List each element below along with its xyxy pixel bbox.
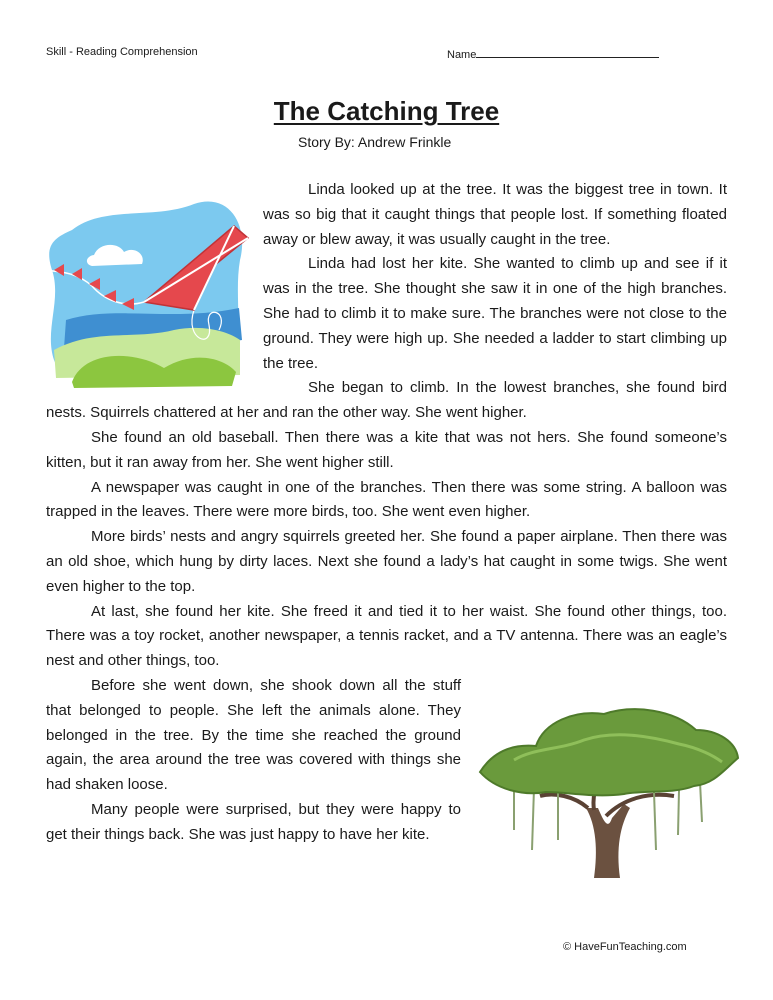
name-field[interactable]: [447, 46, 659, 61]
paragraph-9: Many people were surprised, but they were happy to get their things back. She was just happy to have her kite.: [46, 800, 461, 843]
paragraph-2: Linda had lost her kite. She wanted to climb up and see if it was in the tree. She thought she saw it in one of the high branches. She had to climb it to make sure. The branches were not close to the ground. They were high up. She needed a ladder to start climbing up the tree.: [263, 255, 727, 372]
tree-illustration-spacer: [467, 678, 727, 856]
paragraph-5: A newspaper was caught in one of the branches. Then there was some string. A balloon was trapped in the leaves. There were more birds, too. She went even higher.: [46, 478, 727, 521]
paragraph-7: At last, she found her kite. She freed it and tied it to her waist. She found other things, too. There was a toy rocket, another newspaper, a tennis racket, and a TV antenna. There was an eagle’s nest and other things, too.: [46, 602, 727, 670]
story-title: [0, 96, 773, 127]
paragraph-4: She found an old baseball. Then there was a kite that was not hers. She found someone’s kitten, but it ran away from her. She went higher still.: [46, 428, 727, 471]
kite-illustration-spacer: [46, 178, 263, 400]
name-label: Name: [447, 49, 477, 61]
skill-label: Skill - Reading Comprehension: [46, 46, 198, 58]
copyright-notice: © HaveFunTeaching.com: [563, 941, 687, 953]
paragraph-6: More birds’ nests and angry squirrels greeted her. She found a paper airplane. Then there was an old shoe, which hung by dirty laces. Next she found a lady’s hat caught in some twigs. She went even higher to the top.: [46, 528, 727, 595]
paragraph-8: Before she went down, she shook down all the stuff that belonged to people. She left the animals alone. They belonged in the tree. By the time she reached the ground again, the area around the tree was covered with things she had shaken loose.: [46, 676, 461, 794]
paragraph-3: She began to climb. In the lowest branches, she found bird nests. Squirrels chattered at her and ran the other way. She went higher.: [46, 379, 727, 422]
story-title-text: The Catching Tree: [273, 96, 500, 126]
story-byline: Story By: Andrew Frinkle: [298, 134, 452, 150]
story-body: [46, 178, 727, 856]
name-blank-line[interactable]: [476, 46, 659, 58]
paragraph-1: Linda looked up at the tree. It was the biggest tree in town. It was so big that it caught things that people lost. If something floated away or blew away, it was usually caught in the tree.: [263, 181, 727, 248]
